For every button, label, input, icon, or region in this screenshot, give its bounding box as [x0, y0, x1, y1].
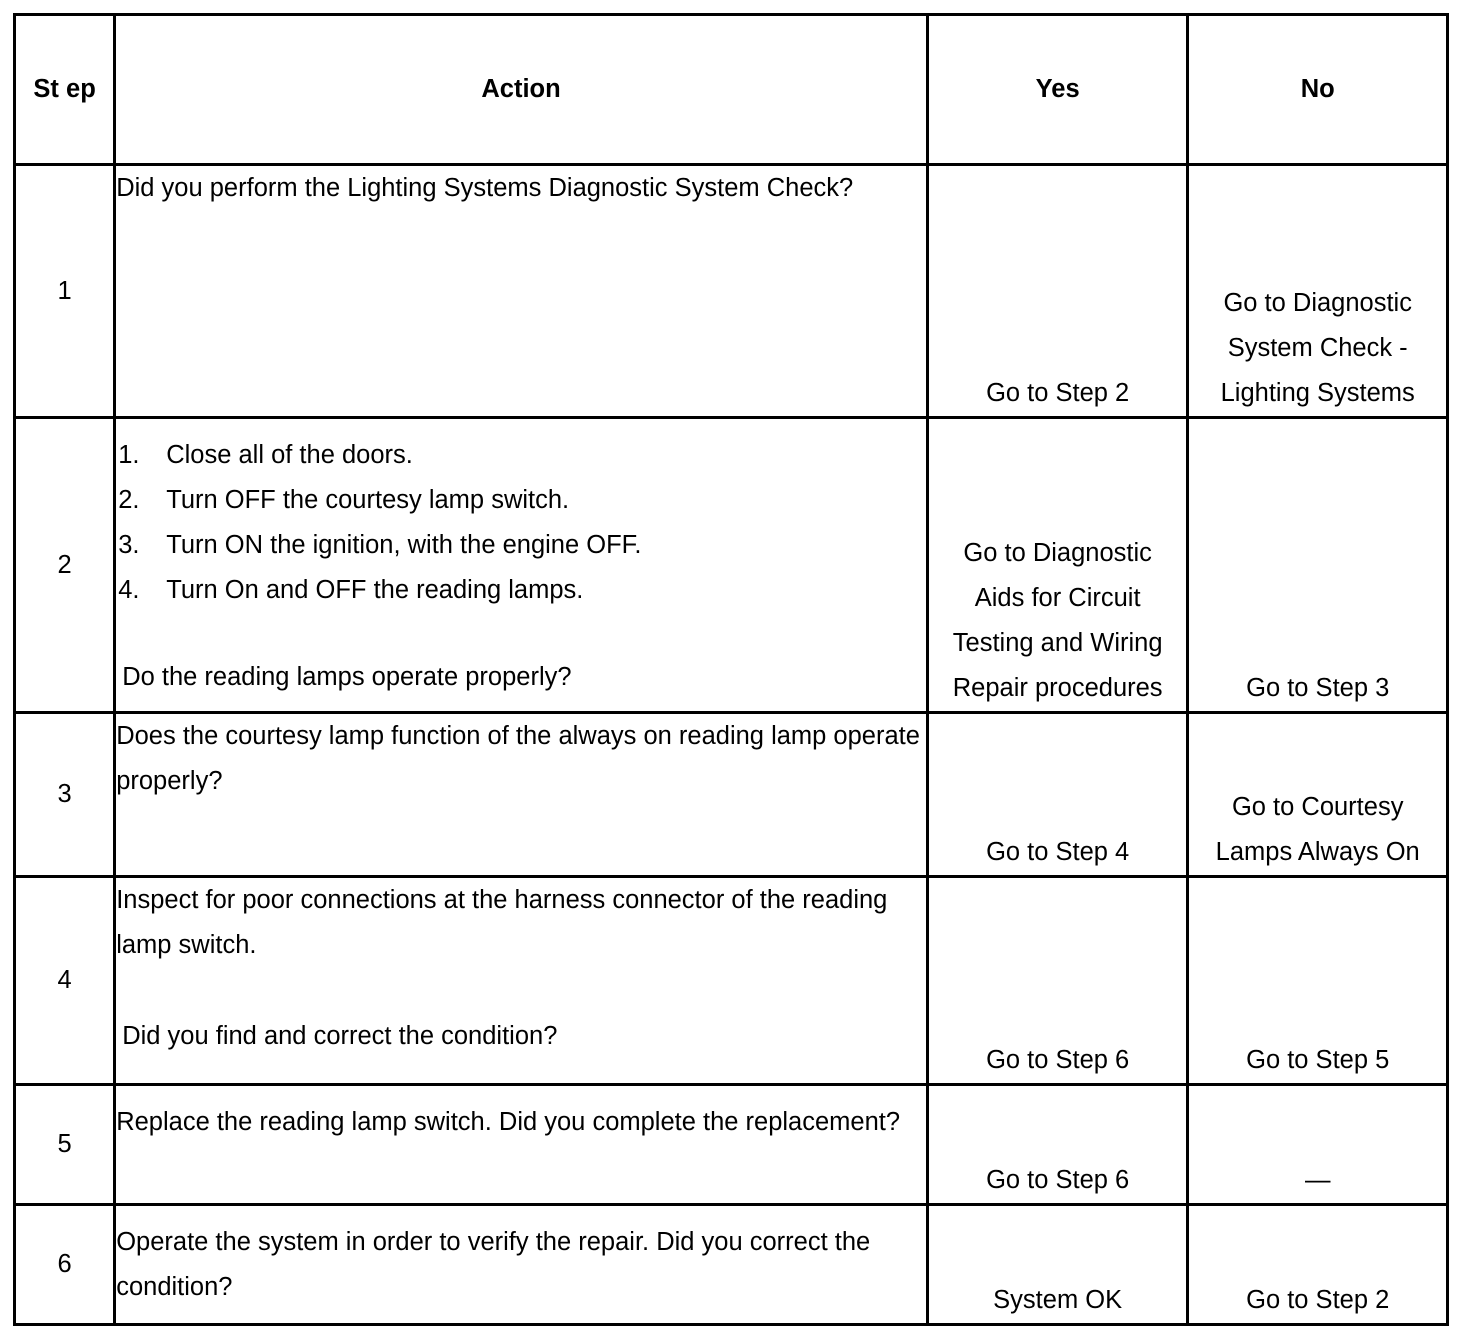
- step-number: 6: [15, 1205, 115, 1325]
- header-row: [15, 15, 1448, 165]
- list-item: [116, 568, 926, 613]
- yes-result: System OK: [927, 1205, 1188, 1325]
- action-cell: [115, 877, 928, 1085]
- list-number: 3.: [118, 531, 140, 559]
- table-row: [15, 418, 1448, 713]
- list-text: Turn ON the ignition, with the engine OFF.: [166, 531, 642, 559]
- step-number: 4: [15, 877, 115, 1085]
- header-yes: Yes: [927, 15, 1188, 165]
- yes-result: Go to Step 6: [927, 1085, 1188, 1205]
- no-result: Go to Step 2: [1188, 1205, 1448, 1325]
- step-number: 2: [15, 418, 115, 713]
- list-number: 1.: [118, 441, 140, 469]
- step-number: 3: [15, 713, 115, 877]
- yes-result: Go to Step 6: [927, 877, 1188, 1085]
- list-text: Close all of the doors.: [166, 441, 413, 469]
- diagnostic-table: [13, 13, 1449, 1326]
- table-row: [15, 1205, 1448, 1325]
- yes-result: Go to Step 4: [927, 713, 1188, 877]
- step-number: 5: [15, 1085, 115, 1205]
- action-steps-list: [116, 433, 926, 613]
- action-cell: [115, 418, 928, 713]
- header-action: Action: [115, 15, 928, 165]
- no-result: Go to Diagnostic System Check - Lighting Systems: [1188, 165, 1448, 418]
- list-text: Turn OFF the courtesy lamp switch.: [166, 486, 570, 514]
- list-item: [116, 433, 926, 478]
- list-text: Turn On and OFF the reading lamps.: [166, 576, 584, 604]
- yes-result: Go to Diagnostic Aids for Circuit Testing and Wiring Repair procedures: [927, 418, 1188, 713]
- no-result: Go to Step 3: [1188, 418, 1448, 713]
- header-step: St ep: [15, 15, 115, 165]
- action-text: Replace the reading lamp switch. Did you complete the replacement?: [115, 1085, 928, 1205]
- action-question: Do the reading lamps operate properly?: [122, 663, 572, 691]
- no-result: Go to Step 5: [1188, 877, 1448, 1085]
- list-item: [116, 478, 926, 523]
- action-text: Operate the system in order to verify the repair. Did you correct the condition?: [115, 1205, 928, 1325]
- yes-result: Go to Step 2: [927, 165, 1188, 418]
- table-row: [15, 165, 1448, 418]
- list-item: [116, 523, 926, 568]
- no-result: —: [1188, 1085, 1448, 1205]
- table-row: [15, 713, 1448, 877]
- action-question: Did you find and correct the condition?: [122, 1022, 558, 1050]
- no-result: Go to Courtesy Lamps Always On: [1188, 713, 1448, 877]
- action-text: Did you perform the Lighting Systems Diagnostic System Check?: [115, 165, 928, 418]
- list-number: 4.: [118, 576, 140, 604]
- table-row: [15, 877, 1448, 1085]
- header-no: No: [1188, 15, 1448, 165]
- list-number: 2.: [118, 486, 140, 514]
- action-text: Does the courtesy lamp function of the always on reading lamp operate properly?: [115, 713, 928, 877]
- table-row: [15, 1085, 1448, 1205]
- action-text: Inspect for poor connections at the harness connector of the reading lamp switch.: [116, 886, 888, 959]
- step-number: 1: [15, 165, 115, 418]
